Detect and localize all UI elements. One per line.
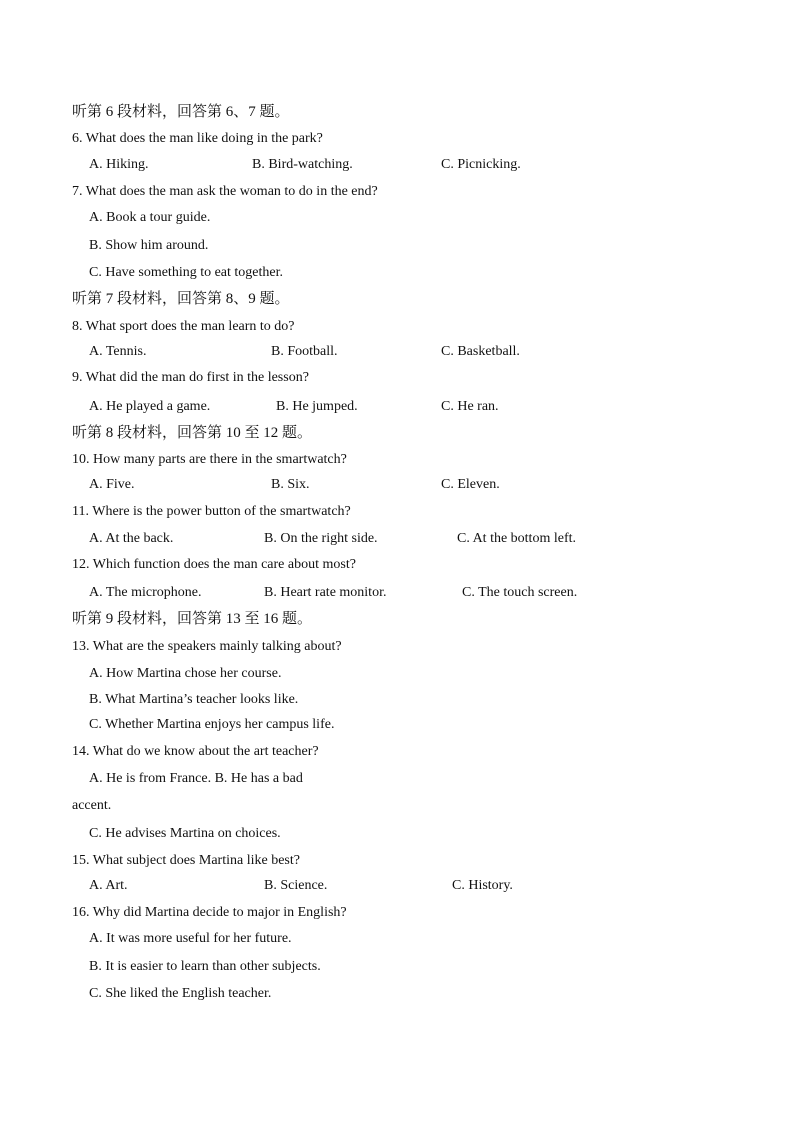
question-14-option-a: A. He is from France. B. He has a bad (89, 771, 303, 786)
question-6-option-b: B. Bird-watching. (252, 157, 353, 172)
question-14-stem: 14. What do we know about the art teacher? (72, 744, 319, 759)
question-8-option-a: A. Tennis. (89, 344, 147, 359)
question-9-option-a: A. He played a game. (89, 399, 211, 414)
question-14-option-c: C. He advises Martina on choices. (89, 826, 281, 841)
question-7-option-a: A. Book a tour guide. (89, 210, 211, 225)
question-10-option-b: B. Six. (271, 477, 310, 492)
question-15-option-b: B. Science. (264, 878, 328, 893)
question-9-option-c: C. He ran. (441, 399, 499, 414)
question-7-option-c: C. Have something to eat together. (89, 265, 284, 280)
question-9-stem: 9. What did the man do first in the lesson? (72, 370, 309, 385)
question-8-option-c: C. Basketball. (441, 344, 520, 359)
section-heading-6: 听第 6 段材料，回答第 6、7 题。 (72, 104, 290, 120)
question-11-option-a: A. At the back. (89, 531, 174, 546)
question-12-option-b: B. Heart rate monitor. (264, 585, 387, 600)
question-8-stem: 8. What sport does the man learn to do? (72, 319, 295, 334)
question-16-option-c: C. She liked the English teacher. (89, 986, 272, 1001)
question-16-option-b: B. It is easier to learn than other subjects. (89, 959, 321, 974)
question-13-option-b: B. What Martina’s teacher looks like. (89, 692, 299, 707)
question-7-option-b: B. Show him around. (89, 238, 209, 253)
question-7-stem: 7. What does the man ask the woman to do in the end? (72, 184, 378, 199)
question-13-option-c: C. Whether Martina enjoys her campus life. (89, 717, 335, 732)
question-13-stem: 13. What are the speakers mainly talking about? (72, 639, 342, 654)
question-11-option-b: B. On the right side. (264, 531, 378, 546)
question-8-option-b: B. Football. (271, 344, 338, 359)
question-6-option-a: A. Hiking. (89, 157, 149, 172)
question-10-stem: 10. How many parts are there in the smartwatch? (72, 452, 347, 467)
question-6-stem: 6. What does the man like doing in the park? (72, 131, 323, 146)
question-16-option-a: A. It was more useful for her future. (89, 931, 292, 946)
section-heading-9: 听第 9 段材料，回答第 13 至 16 题。 (72, 611, 313, 627)
question-12-option-a: A. The microphone. (89, 585, 202, 600)
section-heading-8: 听第 8 段材料，回答第 10 至 12 题。 (72, 425, 313, 441)
question-10-option-c: C. Eleven. (441, 477, 500, 492)
question-12-stem: 12. Which function does the man care about most? (72, 557, 356, 572)
question-11-stem: 11. Where is the power button of the smartwatch? (72, 504, 351, 519)
question-9-option-b: B. He jumped. (276, 399, 358, 414)
question-10-option-a: A. Five. (89, 477, 135, 492)
question-16-stem: 16. Why did Martina decide to major in English? (72, 905, 347, 920)
question-15-option-c: C. History. (452, 878, 513, 893)
question-6-option-c: C. Picnicking. (441, 157, 521, 172)
question-11-option-c: C. At the bottom left. (457, 531, 576, 546)
question-15-stem: 15. What subject does Martina like best? (72, 853, 300, 868)
section-heading-7: 听第 7 段材料，回答第 8、9 题。 (72, 291, 290, 307)
question-15-option-a: A. Art. (89, 878, 128, 893)
question-14-option-a-continuation: accent. (72, 798, 112, 813)
question-12-option-c: C. The touch screen. (462, 585, 578, 600)
question-13-option-a: A. How Martina chose her course. (89, 666, 282, 681)
